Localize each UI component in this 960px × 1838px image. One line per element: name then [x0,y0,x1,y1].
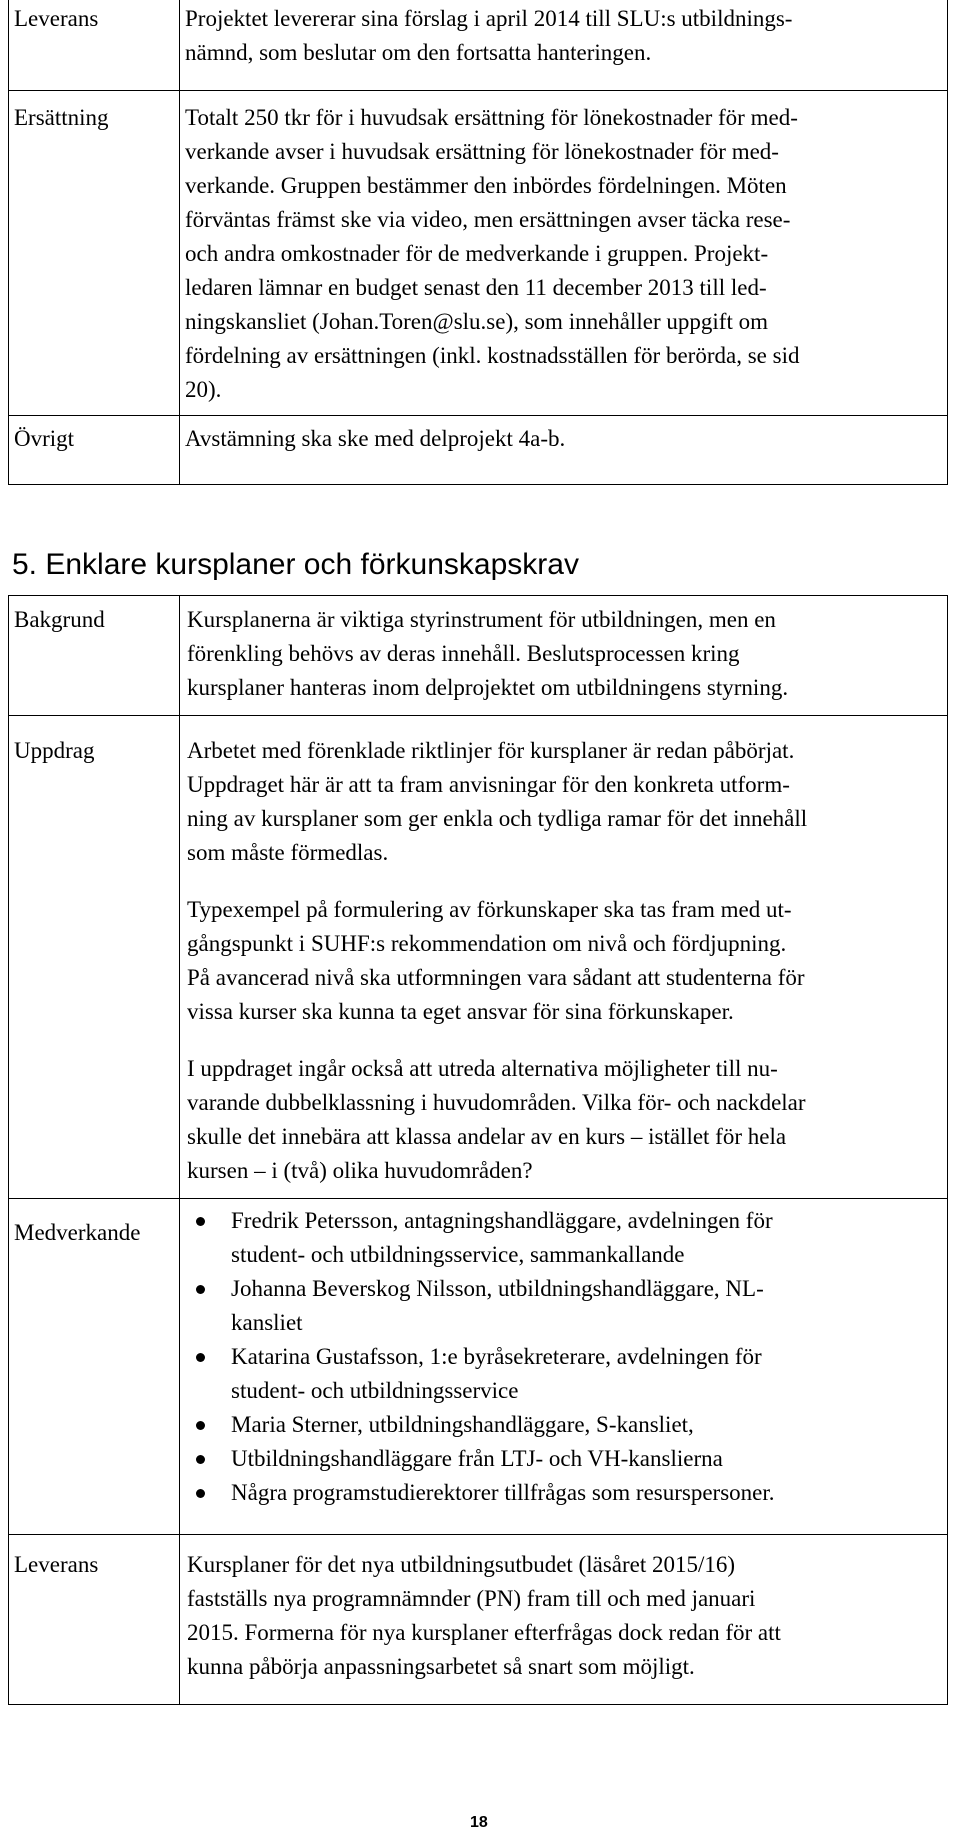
row-label-leverans-2: Leverans [14,1552,99,1577]
list-item: Johanna Beverskog Nilsson, utbildningshandläggare, NL- kansliet [196,1272,926,1340]
ovrigt-text: Avstämning ska ske med delprojekt 4a-b. [185,426,566,451]
section-title: 5. Enklare kursplaner och förkunskapskrav [12,548,579,581]
list-item: Utbildningshandläggare från LTJ- och VH-kanslierna [196,1442,926,1476]
uppdrag-paragraph-3: I uppdraget ingår också att utreda alternativa möjligheter till nu- varande dubbelklassning i huvudområden. Vilka för- och nackdelar skulle det innebära att klassa andelar av en kurs – istället för hela kursen – i (två) olika huvudområden? [187,1056,806,1183]
table-row-divider [9,715,947,716]
list-item: Några programstudierektorer tillfrågas som resurspersoner. [196,1476,926,1510]
row-label-leverans: Leverans [14,6,99,31]
table-row-divider [9,415,947,416]
list-item: Fredrik Petersson, antagningshandläggare, avdelningen för student- och utbildningsservice, sammankallande [196,1204,926,1272]
medverkande-list [196,1204,926,1510]
row-label-uppdrag: Uppdrag [14,738,95,763]
leverans-text: Projektet levererar sina förslag i april 2014 till SLU:s utbildnings- nämnd, som beslutar om den fortsatta hanteringen. [185,6,793,65]
table-column-divider [179,0,180,484]
bakgrund-text: Kursplanerna är viktiga styrinstrument för utbildningen, men en förenkling behövs av deras innehåll. Beslutsprocessen kring kursplaner hanteras inom delprojektet om utbildningens styrning. [187,607,789,700]
table-row-divider [9,1198,947,1199]
uppdrag-paragraph-1: Arbetet med förenklade riktlinjer för kursplaner är redan påbörjat. Uppdraget här är att ta fram anvisningar för den konkreta utform- ning av kursplaner som ger enkla och tydliga ramar för det innehåll som måste förmedlas. [187,738,808,865]
row-label-ersattning: Ersättning [14,105,109,130]
table-row-divider [9,1534,947,1535]
table-column-divider [179,596,180,1704]
row-label-ovrigt: Övrigt [14,426,75,451]
page-number: 18 [470,1814,488,1831]
row-label-bakgrund: Bakgrund [14,607,105,632]
list-item: Katarina Gustafsson, 1:e byråsekreterare, avdelningen för student- och utbildningsservice [196,1340,926,1408]
ersattning-text: Totalt 250 tkr för i huvudsak ersättning för lönekostnader för med- verkande avser i huvudsak ersättning för lönekostnader för med- verkande. Gruppen bestämmer den inbördes fördelningen. Möten förväntas främst ske via video, men ersättningen avser täcka rese- och andra omkostnader för de medverkande i gruppen. Projekt- ledaren lämnar en budget senast den 11 december 2013 till led- ningskansliet (Johan.Toren@slu.se), som innehåller uppgift om fördelning av ersättningen (inkl. kostnadsställen för berörda, se sid 20). [185,105,800,402]
leverans-2-text: Kursplaner för det nya utbildningsutbudet (läsåret 2015/16) fastställs nya programnämnder (PN) fram till och med januari 2015. Formerna för nya kursplaner efterfrågas dock redan för att kunna påbörja anpassningsarbetet så snart som möjligt. [187,1552,781,1679]
row-label-medverkande: Medverkande [14,1220,141,1245]
list-item: Maria Sterner, utbildningshandläggare, S-kansliet, [196,1408,926,1442]
table-row-divider [9,90,947,91]
uppdrag-paragraph-2: Typexempel på formulering av förkunskaper ska tas fram med ut- gångspunkt i SUHF:s rekommendation om nivå och fördjupning. På avancerad nivå ska utformningen vara sådant att studenterna för vissa kurser ska kunna ta eget ansvar för sina förkunskaper. [187,897,805,1024]
